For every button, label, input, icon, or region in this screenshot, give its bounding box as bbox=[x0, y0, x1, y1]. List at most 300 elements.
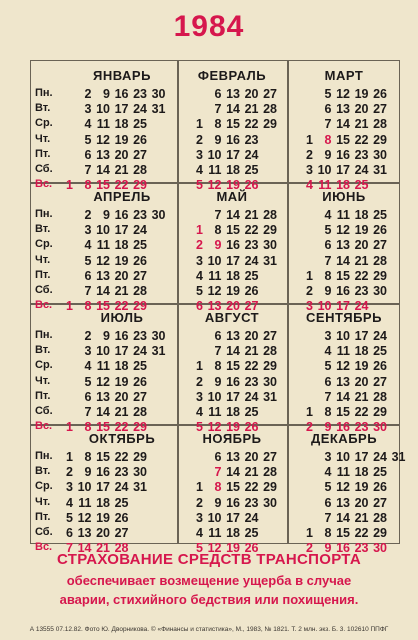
day-number: 30 bbox=[151, 208, 166, 222]
day-number: 1 bbox=[196, 223, 203, 238]
day-number: 27 bbox=[263, 450, 277, 464]
day-number: 22 bbox=[244, 117, 259, 132]
day-number: 8 bbox=[214, 480, 222, 495]
day-number: 23 bbox=[354, 147, 369, 162]
day-number: 16 bbox=[336, 284, 350, 298]
day-number: 11 bbox=[208, 163, 222, 177]
day-number: 2 bbox=[196, 374, 203, 389]
day-number: 19 bbox=[96, 510, 110, 525]
day-number: 27 bbox=[373, 374, 387, 389]
day-number: 3 bbox=[306, 163, 313, 177]
day-number: 28 bbox=[373, 253, 387, 268]
day-number: 23 bbox=[354, 541, 369, 556]
footer-line-1: обеспечивает возмещение ущерба в случае bbox=[66, 573, 352, 588]
day-number: 12 bbox=[77, 510, 92, 525]
day-number: 2 bbox=[84, 87, 92, 101]
day-number: 29 bbox=[263, 117, 277, 132]
day-number: 1 bbox=[196, 480, 203, 495]
day-number: 14 bbox=[226, 208, 240, 222]
day-number: 1 bbox=[306, 405, 313, 419]
day-number: 23 bbox=[354, 420, 369, 435]
day-number: 18 bbox=[114, 238, 129, 253]
day-number: 20 bbox=[354, 102, 369, 117]
day-number: 17 bbox=[114, 102, 129, 117]
month-name: МАЙ bbox=[216, 189, 248, 204]
day-number: 18 bbox=[354, 344, 369, 359]
day-number: 26 bbox=[244, 541, 259, 556]
day-number: 21 bbox=[114, 284, 129, 298]
day-number: 12 bbox=[96, 374, 110, 389]
day-number: 3 bbox=[84, 102, 92, 117]
day-number: 28 bbox=[133, 284, 147, 298]
day-number: 25 bbox=[133, 238, 147, 253]
day-number: 2 bbox=[196, 132, 203, 147]
day-number: 29 bbox=[133, 299, 147, 314]
day-number: 29 bbox=[373, 405, 387, 419]
day-number: 7 bbox=[214, 208, 222, 222]
day-number: 5 bbox=[84, 374, 92, 389]
day-number: 18 bbox=[226, 405, 240, 419]
day-number: 11 bbox=[96, 359, 110, 374]
day-number: 21 bbox=[114, 405, 129, 419]
day-number: 13 bbox=[336, 495, 350, 510]
day-number: 18 bbox=[354, 208, 369, 222]
day-number: 20 bbox=[244, 450, 259, 464]
day-number: 31 bbox=[263, 389, 277, 404]
day-number: 18 bbox=[226, 526, 240, 540]
day-number: 19 bbox=[354, 87, 369, 101]
day-number: 13 bbox=[226, 87, 240, 101]
weekday-label: Вс. bbox=[35, 420, 53, 433]
day-number: 18 bbox=[114, 117, 129, 132]
day-number: 30 bbox=[263, 374, 277, 389]
day-number: 15 bbox=[226, 480, 240, 495]
day-number: 16 bbox=[336, 541, 350, 556]
day-number: 2 bbox=[306, 541, 313, 556]
day-number: 26 bbox=[373, 359, 387, 374]
day-number: 5 bbox=[196, 541, 203, 556]
day-number: 3 bbox=[324, 450, 332, 464]
day-number: 21 bbox=[244, 344, 259, 359]
day-number: 4 bbox=[84, 117, 92, 132]
day-number: 27 bbox=[373, 102, 387, 117]
day-number: 1 bbox=[66, 178, 73, 193]
month-name: ИЮЛЬ bbox=[100, 310, 144, 325]
day-number: 24 bbox=[244, 147, 259, 162]
day-number: 17 bbox=[226, 389, 240, 404]
day-number: 12 bbox=[207, 284, 222, 298]
day-number: 2 bbox=[306, 420, 313, 435]
day-number: 30 bbox=[373, 420, 387, 435]
calendar-year: 1984 bbox=[173, 10, 245, 43]
day-number: 4 bbox=[196, 163, 203, 177]
day-number: 24 bbox=[354, 163, 369, 177]
day-number: 12 bbox=[207, 420, 222, 435]
day-number: 30 bbox=[151, 87, 166, 101]
weekday-label: Пн. bbox=[35, 208, 53, 220]
day-number: 12 bbox=[336, 480, 350, 495]
day-number: 22 bbox=[244, 480, 259, 495]
day-number: 16 bbox=[336, 147, 350, 162]
day-number: 9 bbox=[84, 465, 92, 480]
weekday-label: Пт. bbox=[35, 510, 51, 523]
day-number: 26 bbox=[133, 132, 147, 147]
month-block bbox=[287, 424, 406, 556]
day-number: 20 bbox=[96, 526, 110, 540]
day-number: 12 bbox=[96, 253, 110, 268]
day-number: 29 bbox=[133, 450, 147, 464]
month-name: АВГУСТ bbox=[204, 310, 260, 325]
day-number: 27 bbox=[114, 526, 129, 540]
month-name: ФЕВРАЛЬ bbox=[197, 68, 267, 83]
day-number: 19 bbox=[226, 178, 240, 193]
day-number: 17 bbox=[354, 329, 369, 343]
day-number: 6 bbox=[324, 374, 332, 389]
day-number: 20 bbox=[226, 299, 240, 314]
day-number: 17 bbox=[96, 480, 110, 495]
day-number: 26 bbox=[244, 178, 259, 193]
day-number: 19 bbox=[354, 480, 369, 495]
day-number: 2 bbox=[306, 147, 313, 162]
day-number: 8 bbox=[84, 450, 92, 464]
day-number: 22 bbox=[114, 299, 129, 314]
day-number: 11 bbox=[208, 405, 222, 419]
day-number: 9 bbox=[103, 208, 110, 222]
day-number: 5 bbox=[196, 284, 203, 298]
month-name: ИЮНЬ bbox=[322, 189, 366, 204]
day-number: 10 bbox=[207, 389, 222, 404]
day-number: 27 bbox=[373, 495, 387, 510]
day-number: 19 bbox=[114, 374, 129, 389]
day-number: 12 bbox=[207, 178, 222, 193]
day-number: 26 bbox=[373, 223, 387, 238]
day-number: 9 bbox=[324, 284, 332, 298]
month-name: ДЕКАБРЬ bbox=[310, 431, 378, 446]
day-number: 31 bbox=[151, 102, 166, 117]
day-number: 22 bbox=[114, 420, 129, 435]
day-number: 30 bbox=[263, 238, 277, 253]
day-number: 22 bbox=[114, 450, 129, 464]
day-number: 29 bbox=[263, 359, 277, 374]
weekday-label: Ср. bbox=[35, 238, 53, 251]
day-number: 25 bbox=[373, 465, 387, 480]
day-number: 5 bbox=[196, 178, 203, 193]
day-number: 21 bbox=[244, 208, 259, 222]
day-number: 4 bbox=[196, 405, 203, 419]
day-number: 30 bbox=[263, 495, 277, 510]
print-imprint: А 13555 07.12.82. Фото Ю. Дворникова. © «Финансы и статистика», М., 1983, № 1821. Т. 2 млн. экз. Б. 3. 102610 ППФГ bbox=[29, 626, 389, 633]
day-number: 13 bbox=[226, 329, 240, 343]
month-name: АПРЕЛЬ bbox=[93, 189, 151, 204]
month-block bbox=[31, 61, 177, 193]
day-number: 31 bbox=[373, 163, 387, 177]
day-number: 20 bbox=[354, 495, 369, 510]
day-number: 7 bbox=[214, 344, 222, 359]
day-number: 13 bbox=[336, 102, 350, 117]
day-number: 6 bbox=[84, 389, 92, 404]
day-number: 23 bbox=[244, 495, 259, 510]
day-number: 5 bbox=[324, 87, 332, 101]
day-number: 9 bbox=[214, 495, 222, 510]
day-number: 6 bbox=[84, 147, 92, 162]
day-number: 4 bbox=[84, 238, 92, 253]
day-number: 22 bbox=[354, 405, 369, 419]
day-number: 31 bbox=[263, 253, 277, 268]
weekday-label: Вт. bbox=[35, 465, 51, 478]
day-number: 28 bbox=[114, 541, 129, 556]
day-number: 6 bbox=[214, 87, 222, 101]
day-number: 15 bbox=[336, 132, 350, 147]
day-number: 20 bbox=[244, 87, 259, 101]
day-number: 25 bbox=[133, 359, 147, 374]
day-number: 15 bbox=[96, 420, 110, 435]
day-number: 19 bbox=[354, 359, 369, 374]
day-number: 10 bbox=[336, 329, 350, 343]
day-number: 9 bbox=[324, 420, 332, 435]
day-number: 7 bbox=[214, 102, 222, 117]
day-number: 13 bbox=[336, 238, 350, 253]
day-number: 28 bbox=[263, 465, 277, 480]
day-number: 3 bbox=[66, 480, 73, 495]
day-number: 17 bbox=[354, 450, 369, 464]
day-number: 3 bbox=[84, 344, 92, 359]
day-number: 18 bbox=[114, 359, 129, 374]
day-number: 11 bbox=[96, 117, 110, 132]
day-number: 16 bbox=[226, 374, 240, 389]
day-number: 17 bbox=[226, 147, 240, 162]
day-number: 26 bbox=[114, 510, 129, 525]
day-number: 3 bbox=[306, 299, 313, 314]
day-number: 22 bbox=[114, 178, 129, 193]
month-block bbox=[31, 303, 177, 435]
month-name: ОКТЯБРЬ bbox=[88, 431, 156, 446]
day-number: 26 bbox=[133, 374, 147, 389]
day-number: 16 bbox=[226, 495, 240, 510]
day-number: 31 bbox=[151, 344, 166, 359]
day-number: 9 bbox=[214, 374, 222, 389]
day-number: 13 bbox=[96, 268, 110, 283]
day-number: 9 bbox=[324, 541, 332, 556]
day-number: 3 bbox=[196, 510, 203, 525]
footer-title: СТРАХОВАНИЕ СРЕДСТВ ТРАНСПОРТА bbox=[57, 551, 361, 568]
day-number: 6 bbox=[66, 526, 73, 540]
day-number: 14 bbox=[336, 253, 350, 268]
weekday-label: Вс. bbox=[35, 541, 53, 554]
day-number: 25 bbox=[373, 344, 387, 359]
day-number: 13 bbox=[96, 147, 110, 162]
weekday-label: Пт. bbox=[35, 389, 51, 402]
day-number: 22 bbox=[354, 132, 369, 147]
weekday-label: Пт. bbox=[35, 268, 51, 281]
day-number: 8 bbox=[324, 132, 332, 147]
day-number: 2 bbox=[196, 495, 203, 510]
day-number: 16 bbox=[114, 208, 129, 222]
day-number: 11 bbox=[208, 268, 222, 283]
weekday-label: Сб. bbox=[35, 163, 53, 175]
day-number: 23 bbox=[244, 132, 259, 147]
day-number: 17 bbox=[226, 253, 240, 268]
day-number: 21 bbox=[114, 163, 129, 177]
day-number: 1 bbox=[196, 117, 203, 132]
weekday-label: Ср. bbox=[35, 359, 53, 372]
day-number: 23 bbox=[244, 238, 259, 253]
day-number: 10 bbox=[317, 163, 332, 177]
day-number: 31 bbox=[133, 480, 147, 495]
day-number: 10 bbox=[77, 480, 92, 495]
day-number: 14 bbox=[336, 117, 350, 132]
day-number: 23 bbox=[114, 465, 129, 480]
day-number: 10 bbox=[207, 147, 222, 162]
day-number: 30 bbox=[151, 329, 166, 343]
day-number: 12 bbox=[336, 359, 350, 374]
weekday-label: Пн. bbox=[35, 329, 53, 341]
day-number: 20 bbox=[354, 374, 369, 389]
day-number: 15 bbox=[336, 526, 350, 540]
day-number: 27 bbox=[133, 389, 147, 404]
day-number: 24 bbox=[133, 102, 147, 117]
day-number: 17 bbox=[226, 510, 240, 525]
day-number: 21 bbox=[354, 510, 369, 525]
month-name: СЕНТЯБРЬ bbox=[306, 310, 382, 325]
day-number: 2 bbox=[84, 208, 92, 222]
day-number: 30 bbox=[373, 284, 387, 298]
day-number: 2 bbox=[306, 284, 313, 298]
day-number: 9 bbox=[214, 238, 222, 253]
day-number: 3 bbox=[324, 329, 332, 343]
month-block bbox=[287, 182, 401, 314]
day-number: 26 bbox=[373, 480, 387, 495]
day-number: 9 bbox=[103, 329, 110, 343]
month-block bbox=[177, 424, 287, 556]
day-number: 1 bbox=[306, 526, 313, 540]
day-number: 4 bbox=[84, 359, 92, 374]
day-number: 17 bbox=[336, 299, 350, 314]
day-number: 15 bbox=[96, 299, 110, 314]
day-number: 25 bbox=[244, 526, 259, 540]
day-number: 20 bbox=[244, 329, 259, 343]
day-number: 6 bbox=[324, 102, 332, 117]
day-number: 23 bbox=[133, 329, 147, 343]
weekday-label: Сб. bbox=[35, 526, 53, 538]
month-name: МАРТ bbox=[324, 68, 364, 83]
day-number: 19 bbox=[226, 284, 240, 298]
day-number: 13 bbox=[207, 299, 222, 314]
day-number: 5 bbox=[84, 132, 92, 147]
day-number: 7 bbox=[324, 389, 332, 404]
day-number: 22 bbox=[354, 268, 369, 283]
day-number: 20 bbox=[354, 238, 369, 253]
weekday-label: Вс. bbox=[35, 178, 53, 191]
day-number: 5 bbox=[324, 223, 332, 238]
day-number: 19 bbox=[114, 253, 129, 268]
day-number: 12 bbox=[336, 87, 350, 101]
day-number: 4 bbox=[324, 465, 332, 480]
day-number: 25 bbox=[244, 163, 259, 177]
weekday-label: Вс. bbox=[35, 299, 53, 312]
day-number: 14 bbox=[226, 102, 240, 117]
day-number: 14 bbox=[96, 405, 110, 419]
day-number: 15 bbox=[226, 359, 240, 374]
day-number: 27 bbox=[133, 268, 147, 283]
day-number: 13 bbox=[226, 450, 240, 464]
day-number: 10 bbox=[207, 253, 222, 268]
day-number: 15 bbox=[226, 223, 240, 238]
day-number: 24 bbox=[244, 510, 259, 525]
day-number: 15 bbox=[336, 405, 350, 419]
day-number: 2 bbox=[66, 465, 73, 480]
weekday-label: Пн. bbox=[35, 87, 53, 99]
weekday-label: Ср. bbox=[35, 117, 53, 130]
day-number: 9 bbox=[103, 87, 110, 101]
day-number: 24 bbox=[133, 223, 147, 238]
weekday-label: Сб. bbox=[35, 284, 53, 296]
month-name: ЯНВАРЬ bbox=[93, 68, 151, 83]
day-number: 27 bbox=[263, 329, 277, 343]
day-number: 16 bbox=[114, 329, 129, 343]
day-number: 12 bbox=[96, 132, 110, 147]
weekday-label: Сб. bbox=[35, 405, 53, 417]
day-number: 19 bbox=[226, 541, 240, 556]
day-number: 8 bbox=[324, 526, 332, 540]
day-number: 28 bbox=[373, 389, 387, 404]
day-number: 14 bbox=[96, 284, 110, 298]
day-number: 7 bbox=[84, 405, 92, 419]
day-number: 8 bbox=[324, 405, 332, 419]
day-number: 5 bbox=[66, 510, 73, 525]
day-number: 7 bbox=[324, 253, 332, 268]
day-number: 29 bbox=[373, 268, 387, 283]
day-number: 13 bbox=[336, 374, 350, 389]
day-number: 11 bbox=[336, 208, 350, 222]
weekday-label: Чт. bbox=[35, 374, 51, 387]
day-number: 31 bbox=[391, 450, 406, 464]
day-number: 19 bbox=[354, 223, 369, 238]
day-number: 6 bbox=[324, 238, 332, 253]
month-block bbox=[177, 182, 287, 314]
day-number: 27 bbox=[373, 238, 387, 253]
day-number: 12 bbox=[207, 541, 222, 556]
day-number: 27 bbox=[133, 147, 147, 162]
day-number: 14 bbox=[336, 510, 350, 525]
day-number: 24 bbox=[244, 253, 259, 268]
day-number: 8 bbox=[84, 299, 92, 314]
day-number: 15 bbox=[96, 450, 110, 464]
day-number: 26 bbox=[373, 87, 387, 101]
day-number: 27 bbox=[244, 299, 259, 314]
day-number: 8 bbox=[214, 359, 222, 374]
day-number: 6 bbox=[214, 450, 222, 464]
day-number: 23 bbox=[354, 284, 369, 298]
day-number: 3 bbox=[84, 223, 92, 238]
day-number: 19 bbox=[226, 420, 240, 435]
day-number: 21 bbox=[96, 541, 110, 556]
weekday-label: Ср. bbox=[35, 480, 53, 493]
day-number: 21 bbox=[354, 389, 369, 404]
day-number: 23 bbox=[244, 374, 259, 389]
day-number: 24 bbox=[133, 344, 147, 359]
day-number: 4 bbox=[324, 208, 332, 222]
day-number: 25 bbox=[133, 117, 147, 132]
day-number: 4 bbox=[66, 495, 73, 510]
day-number: 29 bbox=[263, 480, 277, 495]
day-number: 28 bbox=[373, 510, 387, 525]
day-number: 11 bbox=[208, 526, 222, 540]
day-number: 11 bbox=[78, 495, 92, 510]
day-number: 4 bbox=[196, 268, 203, 283]
day-number: 21 bbox=[244, 102, 259, 117]
day-number: 18 bbox=[226, 163, 240, 177]
day-number: 1 bbox=[66, 299, 73, 314]
